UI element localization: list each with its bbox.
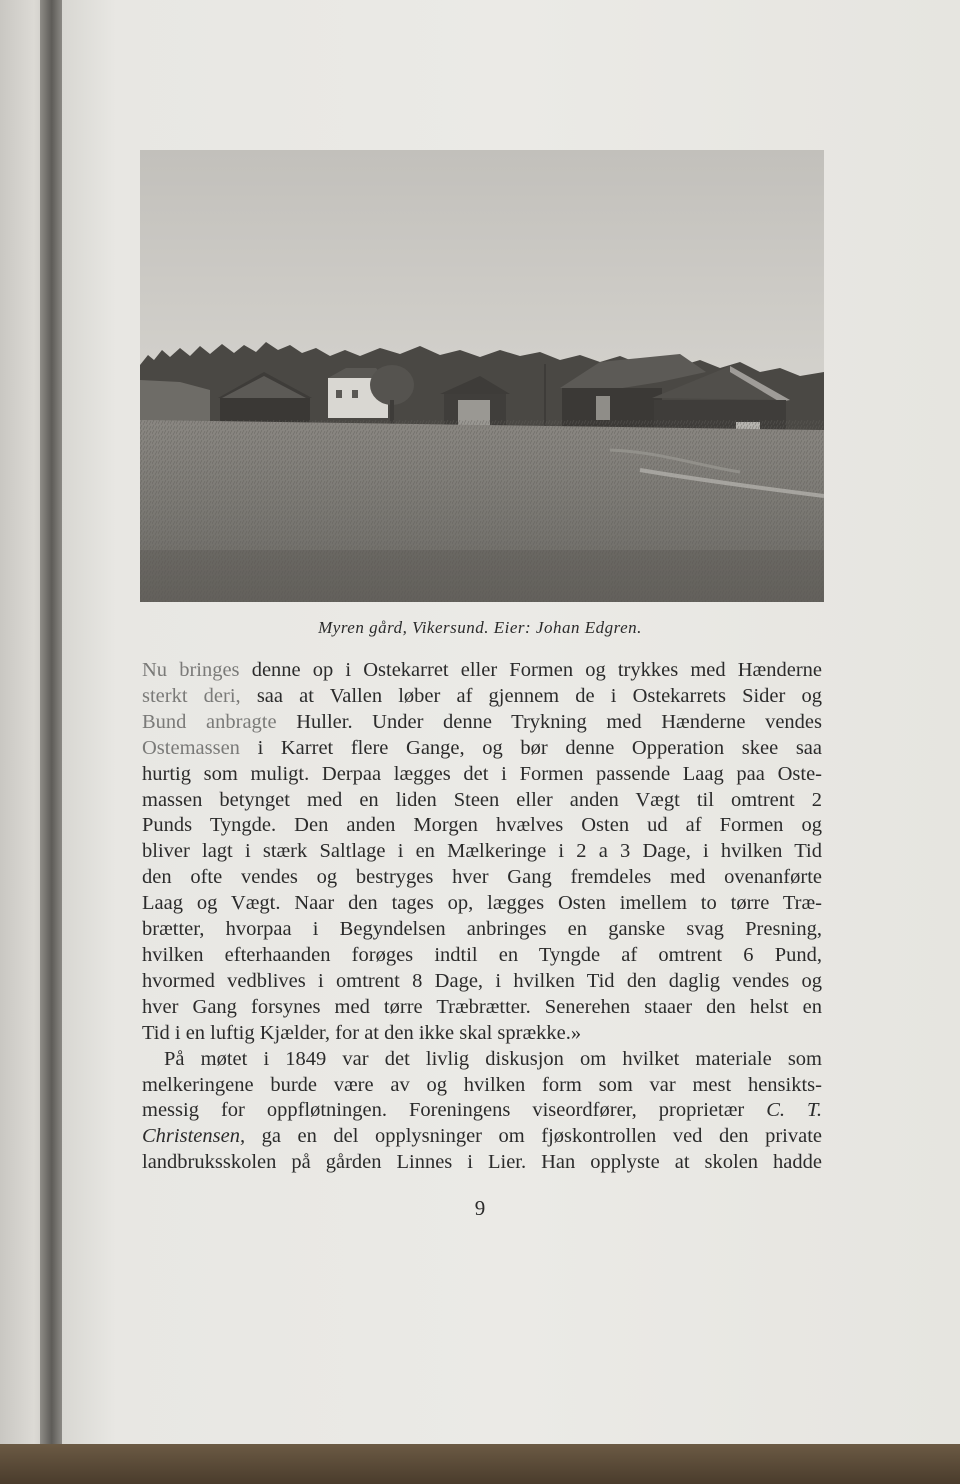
text-line: hvormed vedblives i omtrent 8 Dage, i hvilken Tid den daglig vendes og xyxy=(142,969,822,992)
text-line xyxy=(142,658,822,684)
text-line: brætter, hvorpaa i Begyndelsen anbringes en ganske svag Presning, xyxy=(142,918,822,941)
text-line xyxy=(142,1098,822,1124)
photo-caption: Myren gård, Vikersund. Eier: Johan Edgren. xyxy=(318,618,642,637)
text-line: landbruksskolen på gården Linnes i Lier. Han opplyste at skolen hadde xyxy=(142,1151,822,1174)
text-line: hver Gang forsynes med tørre Træbrætter. Senerehen staaer den helst en xyxy=(142,995,822,1018)
text-line xyxy=(142,710,822,736)
page-number: 9 xyxy=(474,1196,486,1220)
text-fragment: ga en del opplysninger om fjøskontrollen ved den private xyxy=(245,1125,822,1148)
text-fragment: i Karret flere Gange, og bør denne Opperation skee saa xyxy=(257,736,822,759)
text-fragment: denne op i Ostekarret eller Formen og trykkes med Hænderne xyxy=(251,659,822,681)
text-line: bliver lagt i stærk Saltlage i en Mælkeringe i 2 a 3 Dage, i hvilken Tid xyxy=(142,840,822,863)
text-line: hurtig som muligt. Derpaa lægges det i Formen passende Laag paa Oste- xyxy=(142,762,822,785)
person-name: Christensen, xyxy=(142,1125,246,1148)
text-fragment: messig for oppfløtningen. Foreningens viseordfører, proprietær xyxy=(142,1099,767,1122)
text-line: Tid i en luftig Kjælder, for at den ikke skal sprække.» xyxy=(142,1021,582,1044)
text-fragment: Bund anbragte xyxy=(142,710,277,733)
body-text xyxy=(142,658,822,1176)
text-line: massen betynget med en liden Steen eller anden Vægt til omtrent 2 xyxy=(142,788,822,811)
farm-photograph xyxy=(140,150,824,602)
text-line: melkeringene burde være av og hvilken form som var mest hensikts- xyxy=(142,1073,822,1096)
text-fragment: sterkt deri, xyxy=(142,684,241,707)
text-line: den ofte vendes og bestryges hver Gang fremdeles med ovenanførte xyxy=(142,866,822,889)
text-line: Punds Tyngde. Den anden Morgen hvælves Osten ud af Formen og xyxy=(142,814,822,837)
book-page xyxy=(62,0,960,1452)
text-line: Laag og Vægt. Naar den tages op, lægges Osten imellem to tørre Træ- xyxy=(142,892,822,915)
text-line xyxy=(142,1124,822,1150)
person-name: C. T. xyxy=(766,1099,822,1122)
desk-surface xyxy=(0,1444,960,1484)
text-fragment: Nu bringes xyxy=(142,659,240,681)
text-line xyxy=(142,684,822,710)
text-fragment: Huller. Under denne Trykning med Hænderne vendes xyxy=(296,710,822,733)
text-line: På møtet i 1849 var det livlig diskusjon om hvilket materiale som xyxy=(164,1047,822,1070)
text-line: hvilken efterhaanden forøges indtil en Tyngde af omtrent 6 Pund, xyxy=(142,943,822,966)
text-fragment: Ostemassen xyxy=(142,736,240,759)
text-fragment: saa at Vallen løber af gjennem de i Ostekarrets Sider og xyxy=(256,684,822,707)
text-line xyxy=(142,736,822,762)
